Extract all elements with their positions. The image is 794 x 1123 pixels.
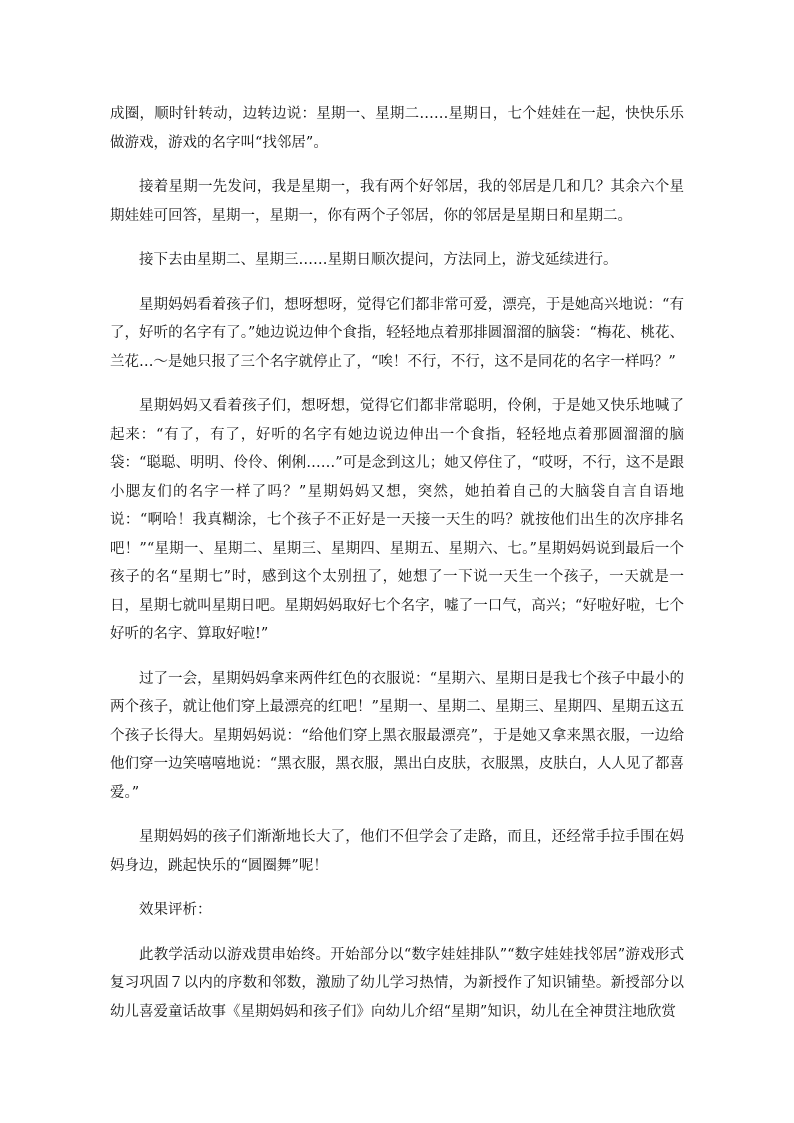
paragraph: 此教学活动以游戏贯串始终。开始部分以“数字娃娃排队”“数字娃娃找邻居”游戏形式复习巩固７以内的序数和邻数，激励了幼儿学习热情，为新授作了知识铺垫。新授部分以幼儿喜爱童话故事《星期妈妈和孩子们》向幼儿介绍“星期”知识，幼儿在全神贯注地欣赏 [110,946,684,1020]
paragraph: 过了一会，星期妈妈拿来两件红色的衣服说：“星期六、星期日是我七个孩子中最小的两个孩子，就让他们穿上最漂亮的红吧！”星期一、星期二、星期三、星期四、星期五这五个孩子长得大。星期妈妈说：“给他们穿上黑衣服最漂亮”，于是她又拿来黑衣服，一边给他们穿一边笑嘻嘻地说：“黑衣服，黑衣服，黑出白皮肤，衣服黑，皮肤白，人人见了都喜爱。” [110,670,684,801]
paragraph: 接着星期一先发问，我是星期一，我有两个好邻居，我的邻居是几和几？其余六个星期娃娃可回答，星期一，星期一，你有两个子邻居，你的邻居是星期日和星期二。 [110,179,684,224]
section-label: 效果评析： [139,902,212,918]
paragraph: 接下去由星期二、星期三……星期日顺次提问，方法同上，游戈延续进行。 [139,252,618,268]
paragraph: 星期妈妈看着孩子们，想呀想呀，觉得它们都非常可爱，漂亮，于是她高兴地说：“有了，好听的名字有了。”她边说边伸个食指，轻轻地点着那排圆溜溜的脑袋：“梅花、桃花、兰花…～是她只报了三个名字就停止了，“唉！不行，不行，这不是同花的名字一样吗？” [110,296,684,370]
paragraph: 星期妈妈又看着孩子们，想呀想，觉得它们都非常聪明，伶俐，于是她又快乐地喊了起来：“有了，有了，好听的名字有她边说边伸出一个食指，轻轻地点着那圆溜溜的脑袋：“聪聪、明明、伶伶、俐俐……”可是念到这儿；她又停住了，“哎呀，不行，这不是跟小腮友们的名字一样了吗？”星期妈妈又想，突然，她拍着自己的大脑袋自言自语地说：“啊哈！我真糊涂，七个孩子不正好是一天接一天生的吗？就按他们出生的次序排名吧！”“星期一、星期二、星期三、星期四、星期五、星期六、七。”星期妈妈说到最后一个孩子的名“星期七”时，感到这个太别扭了，她想了一下说一天生一个孩子，一天就是一日，星期七就叫星期日吧。星期妈妈取好七个名字，嘘了一口气，高兴；“好啦好啦，七个好听的名字、算取好啦!” [110,398,684,642]
paragraph: 成圈，顺时针转动，边转边说：星期一、星期二……星期日，七个娃娃在一起，快快乐乐做游戏，游戏的名字叫“找邻居”。 [110,106,684,151]
paragraph: 星期妈妈的孩子们渐渐地长大了，他们不但学会了走路，而且，还经常手拉手围在妈妈身边，跳起快乐的“圆圈舞”呢！ [110,829,684,874]
